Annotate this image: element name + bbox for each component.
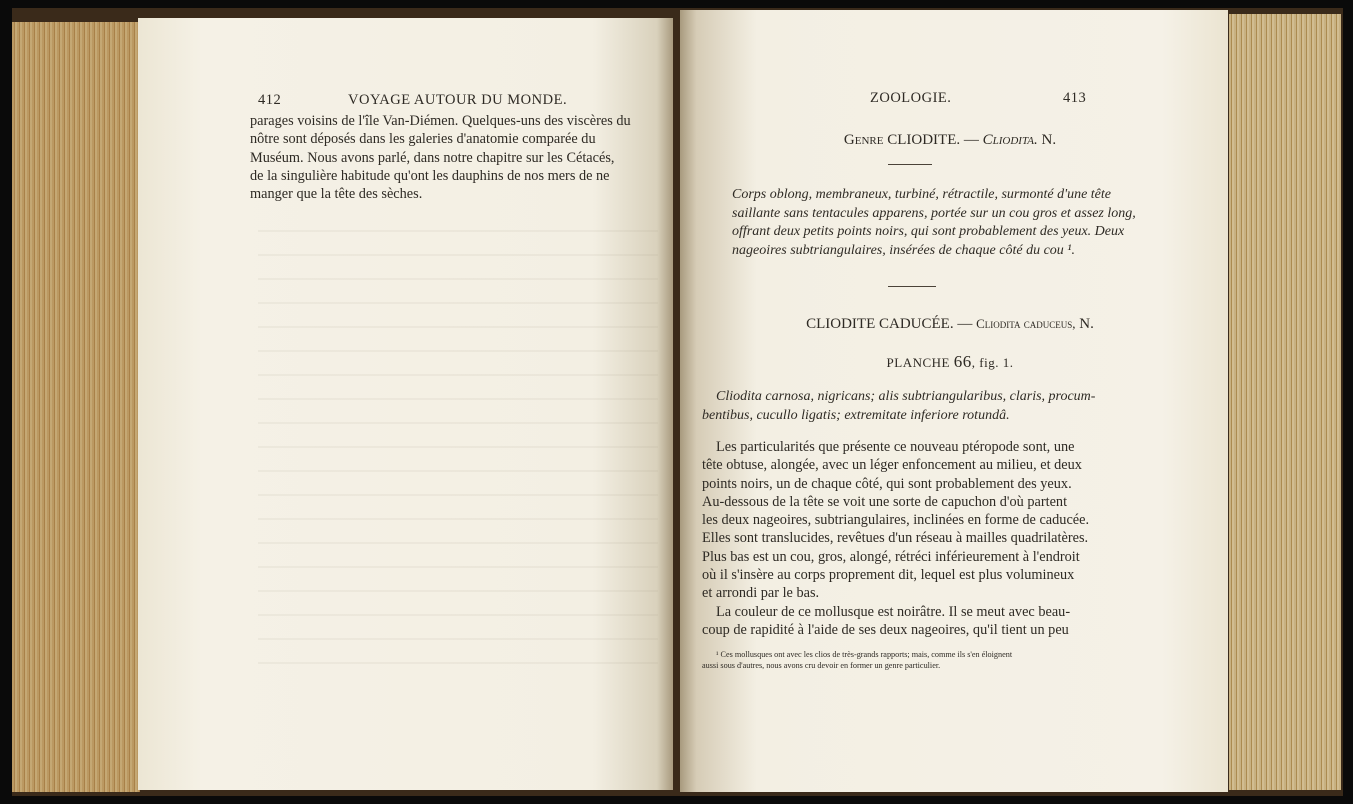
text-line: Les particularités que présente ce nouveau ptéropode sont, une bbox=[716, 439, 1075, 455]
divider-rule bbox=[888, 164, 932, 165]
text-line: La couleur de ce mollusque est noirâtre. Il se meut avec beau- bbox=[716, 603, 1071, 620]
text-line: Muséum. Nous avons parlé, dans notre chapitre sur les Cétacés, bbox=[250, 149, 615, 166]
plate-number: 66 bbox=[953, 352, 972, 371]
text-line: de la singulière habitude qu'ont les dauphins de nos mers de ne bbox=[250, 167, 610, 184]
left-page-number: 412 bbox=[258, 92, 282, 108]
text-line: Corps oblong, membraneux, turbiné, rétractile, surmonté d'une tête bbox=[732, 187, 1111, 202]
genus-heading bbox=[720, 132, 1180, 149]
species-name: CLIODITE CADUCÉE. — bbox=[806, 316, 973, 332]
right-page-edges bbox=[1229, 14, 1341, 790]
divider-rule bbox=[888, 286, 936, 287]
right-page-number: 413 bbox=[1063, 90, 1087, 106]
text-line: et arrondi par le bas. bbox=[702, 585, 820, 602]
right-page bbox=[680, 10, 1228, 792]
left-page-edges bbox=[12, 22, 140, 792]
text-line: bentibus, cucullo ligatis; extremitate inferiore rotundâ. bbox=[702, 407, 1010, 423]
text-line: tête obtuse, alongée, avec un léger enfoncement au milieu, et deux bbox=[702, 457, 1082, 474]
text-line: offrant deux petits points noirs, qui sont probablement des yeux. Deux bbox=[732, 224, 1125, 239]
genus-suffix: N. bbox=[1041, 132, 1057, 148]
plate-figure: , fig. 1. bbox=[971, 355, 1014, 370]
text-line: nageoires subtriangulaires, insérées de chaque côté du cou ¹. bbox=[732, 242, 1075, 258]
genus-description bbox=[732, 186, 1172, 260]
text-line: les deux nageoires, subtriangulaires, inclinées en forme de caducée. bbox=[702, 512, 1090, 529]
left-running-head: VOYAGE AUTOUR DU MONDE. bbox=[348, 92, 568, 108]
text-line: Plus bas est un cou, gros, alongé, rétréci inférieurement à l'endroit bbox=[702, 548, 1080, 565]
show-through-text bbox=[258, 208, 658, 668]
text-line: Cliodita carnosa, nigricans; alis subtriangularibus, claris, procum- bbox=[716, 389, 1096, 404]
footnote-line: ¹ Ces mollusques ont avec les clios de très-grands rapports; mais, comme ils s'en éloignent bbox=[716, 650, 1013, 659]
plate-label: PLANCHE bbox=[886, 355, 950, 370]
right-running-head: ZOOLOGIE. bbox=[870, 90, 952, 106]
left-page bbox=[138, 18, 673, 790]
text-line: coup de rapidité à l'aide de ses deux nageoires, qu'il tient un peu bbox=[702, 621, 1069, 638]
text-line: Au-dessous de la tête se voit une sorte de capuchon d'où partent bbox=[702, 493, 1068, 510]
latin-description bbox=[702, 388, 1182, 425]
text-line: Elles sont translucides, revêtues d'un réseau à mailles quadrilatères. bbox=[702, 530, 1089, 547]
text-line: où il s'insère au corps proprement dit, lequel est plus volumineux bbox=[702, 567, 1075, 584]
text-line: manger que la tête des sèches. bbox=[250, 186, 423, 203]
genus-latin: Cliodita. bbox=[982, 132, 1038, 148]
text-line: points noirs, un de chaque côté, qui sont probablement des yeux. bbox=[702, 475, 1072, 492]
text-line: parages voisins de l'île Van-Diémen. Quelques-uns des viscères du bbox=[250, 113, 631, 129]
species-heading bbox=[720, 316, 1180, 333]
species-latin: Cliodita caduceus, bbox=[976, 316, 1076, 331]
plate-reference bbox=[720, 352, 1180, 372]
text-line: saillante sans tentacules apparens, portée sur un cou gros et assez long, bbox=[732, 205, 1136, 221]
genus-name: Genre CLIODITE. — bbox=[843, 132, 979, 148]
description-paragraph bbox=[702, 438, 1182, 639]
text-line: nôtre sont déposés dans les galeries d'anatomie comparée du bbox=[250, 131, 596, 148]
footnote bbox=[702, 649, 1182, 671]
footnote-line: aussi sous d'autres, nous avons cru devoir en former un genre particulier. bbox=[702, 661, 941, 670]
species-suffix: N. bbox=[1079, 316, 1094, 332]
left-body-text bbox=[250, 112, 650, 203]
